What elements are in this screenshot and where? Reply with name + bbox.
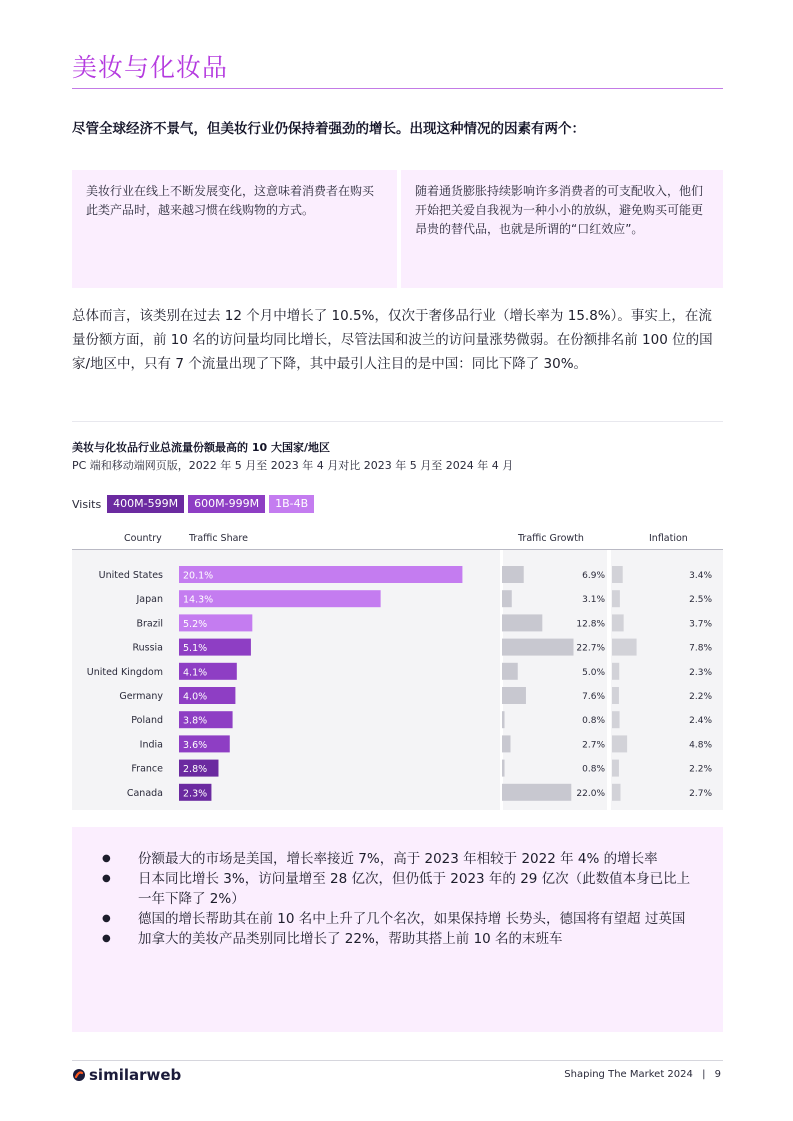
inflation-bar-poland: [612, 711, 620, 728]
similarweb-logo: [72, 1066, 181, 1084]
inflation-label-canada: 2.7%: [689, 788, 712, 799]
growth-bar-canada: [502, 784, 571, 801]
footer-divider: [72, 1060, 723, 1061]
column-header-inflation: Inflation: [649, 533, 688, 544]
intro-heading: 尽管全球经济不景气，但美妆行业仍保持着强劲的增长。出现这种情况的因素有两个：: [72, 121, 585, 137]
growth-bar-russia: [502, 639, 574, 656]
growth-label-france: 0.8%: [582, 764, 605, 775]
legend-label: Visits: [72, 497, 102, 511]
takeaway-item: ● 日本同比增长 3%，访问量增至 28 亿次，但仍低于 2023 年的 29 亿次（此数值本身已比上一年下降了 2%）: [138, 869, 693, 909]
country-label-japan: Japan: [136, 594, 163, 606]
growth-bar-united-kingdom: [502, 663, 518, 680]
inflation-bar-canada: [612, 784, 621, 801]
publication-name: Shaping The Market 2024: [564, 1069, 693, 1080]
inflation-label-france: 2.2%: [689, 764, 712, 775]
footer-publication: [564, 1069, 721, 1080]
growth-bar-france: [502, 760, 505, 777]
page-number: 9: [714, 1069, 721, 1080]
country-label-india: India: [139, 739, 163, 751]
growth-bar-germany: [502, 687, 526, 704]
share-label-brazil: 5.2%: [183, 618, 208, 630]
key-takeaways-box: [72, 827, 723, 1032]
column-header-share: Traffic Share: [189, 533, 248, 544]
inflation-label-united-kingdom: 2.3%: [689, 667, 712, 678]
inflation-bar-brazil: [612, 614, 624, 631]
summary-paragraph: 总体而言，该类别在过去 12 个月中增长了 10.5%，仅次于奢侈品行业（增长率为 15.8%）。事实上，在流量份额方面，前 10 名的访问量均同比增长，尽管法国和波兰的访问量涨势微弱。在份额排名前 100 位的国家/地区中，只有 7 个流量出现了下降，其中最引人注目的是中国：同比下降了 30%。: [72, 308, 713, 372]
growth-bar-japan: [502, 590, 512, 607]
growth-bar-poland: [502, 711, 505, 728]
column-header-growth: Traffic Growth: [518, 533, 584, 544]
country-label-canada: Canada: [126, 787, 163, 799]
share-label-poland: 3.8%: [183, 715, 208, 727]
takeaway-item: ● 份额最大的市场是美国，增长率接近 7%，高于 2023 年相较于 2022 年 4% 的增长率: [138, 849, 693, 869]
growth-label-russia: 22.7%: [576, 643, 605, 654]
legend-chip-1b-4b: 1B-4B: [269, 495, 314, 513]
share-label-russia: 5.1%: [183, 643, 208, 655]
inflation-label-poland: 2.4%: [689, 716, 712, 727]
inflation-bar-india: [612, 735, 627, 752]
inflation-label-united-states: 3.4%: [689, 571, 712, 581]
page-title: 美妆与化妆品: [72, 53, 229, 82]
country-label-united-kingdom: United Kingdom: [86, 666, 163, 678]
inflation-label-brazil: 3.7%: [689, 619, 712, 630]
inflation-bar-germany: [612, 687, 619, 704]
takeaway-item: ● 加拿大的美妆产品类别同比增长了 22%，帮助其搭上前 10 名的末班车: [138, 929, 693, 949]
country-label-united-states: United States: [98, 570, 163, 581]
country-label-germany: Germany: [119, 691, 163, 702]
growth-label-poland: 0.8%: [582, 716, 605, 727]
country-label-france: France: [131, 763, 163, 775]
share-label-canada: 2.3%: [183, 788, 208, 800]
growth-label-japan: 3.1%: [582, 595, 605, 606]
country-label-poland: Poland: [131, 715, 163, 727]
takeaway-item: ● 德国的增长帮助其在前 10 名中上升了几个名次，如果保持增 长势头，德国将有望超 过英国: [138, 909, 693, 929]
growth-label-canada: 22.0%: [576, 788, 605, 799]
inflation-label-germany: 2.2%: [689, 692, 712, 702]
share-label-germany: 4.0%: [183, 691, 208, 703]
inflation-bar-united-kingdom: [612, 663, 619, 680]
share-label-france: 2.8%: [183, 764, 208, 776]
growth-label-germany: 7.6%: [582, 692, 605, 702]
inflation-bar-japan: [612, 590, 620, 607]
inflation-bar-france: [612, 760, 619, 777]
share-bar-united-states: [179, 566, 462, 583]
inflation-bar-united-states: [612, 566, 623, 583]
column-header-country: Country: [124, 533, 162, 544]
footer-separator: |: [702, 1069, 706, 1080]
share-label-india: 3.6%: [183, 739, 208, 751]
takeaways-list: [102, 849, 693, 949]
chart-subtitle: PC 端和移动端网页版，2022 年 5 月至 2023 年 4 月对比 2023 年 5 月至 2024 年 4 月: [72, 459, 514, 472]
inflation-label-india: 4.8%: [689, 740, 712, 751]
share-label-japan: 14.3%: [183, 594, 214, 606]
share-label-united-kingdom: 4.1%: [183, 667, 208, 679]
brand-name: similarweb: [89, 1066, 182, 1084]
inflation-label-japan: 2.5%: [689, 595, 712, 606]
legend-chip-600m-999m: 600M-999M: [188, 495, 265, 513]
growth-bar-brazil: [502, 614, 542, 631]
growth-bar-india: [502, 735, 511, 752]
growth-label-united-kingdom: 5.0%: [582, 667, 605, 678]
inflation-bar-russia: [612, 639, 637, 656]
growth-label-brazil: 12.8%: [576, 619, 605, 630]
growth-label-india: 2.7%: [582, 740, 605, 751]
note-box-lipstick-effect: 随着通货膨胀持续影响许多消费者的可支配收入，他们开始把关爱自我视为一种小小的放纵，避免购买可能更昂贵的替代品，也就是所谓的“口红效应”。: [401, 170, 723, 288]
country-label-brazil: Brazil: [136, 618, 163, 630]
similarweb-logo-icon: [72, 1068, 86, 1082]
note-box-online-shopping: 美妆行业在线上不断发展变化，这意味着消费者在购买此类产品时，越来越习惯在线购物的方式。: [72, 170, 397, 288]
country-label-russia: Russia: [132, 642, 163, 654]
legend-chip-400m-599m: 400M-599M: [107, 495, 184, 513]
growth-bar-united-states: [502, 566, 524, 583]
chart-title: 美妆与化妆品行业总流量份额最高的 10 大国家/地区: [72, 441, 330, 454]
growth-label-united-states: 6.9%: [582, 571, 605, 581]
share-label-united-states: 20.1%: [183, 570, 214, 582]
inflation-label-russia: 7.8%: [689, 643, 712, 654]
